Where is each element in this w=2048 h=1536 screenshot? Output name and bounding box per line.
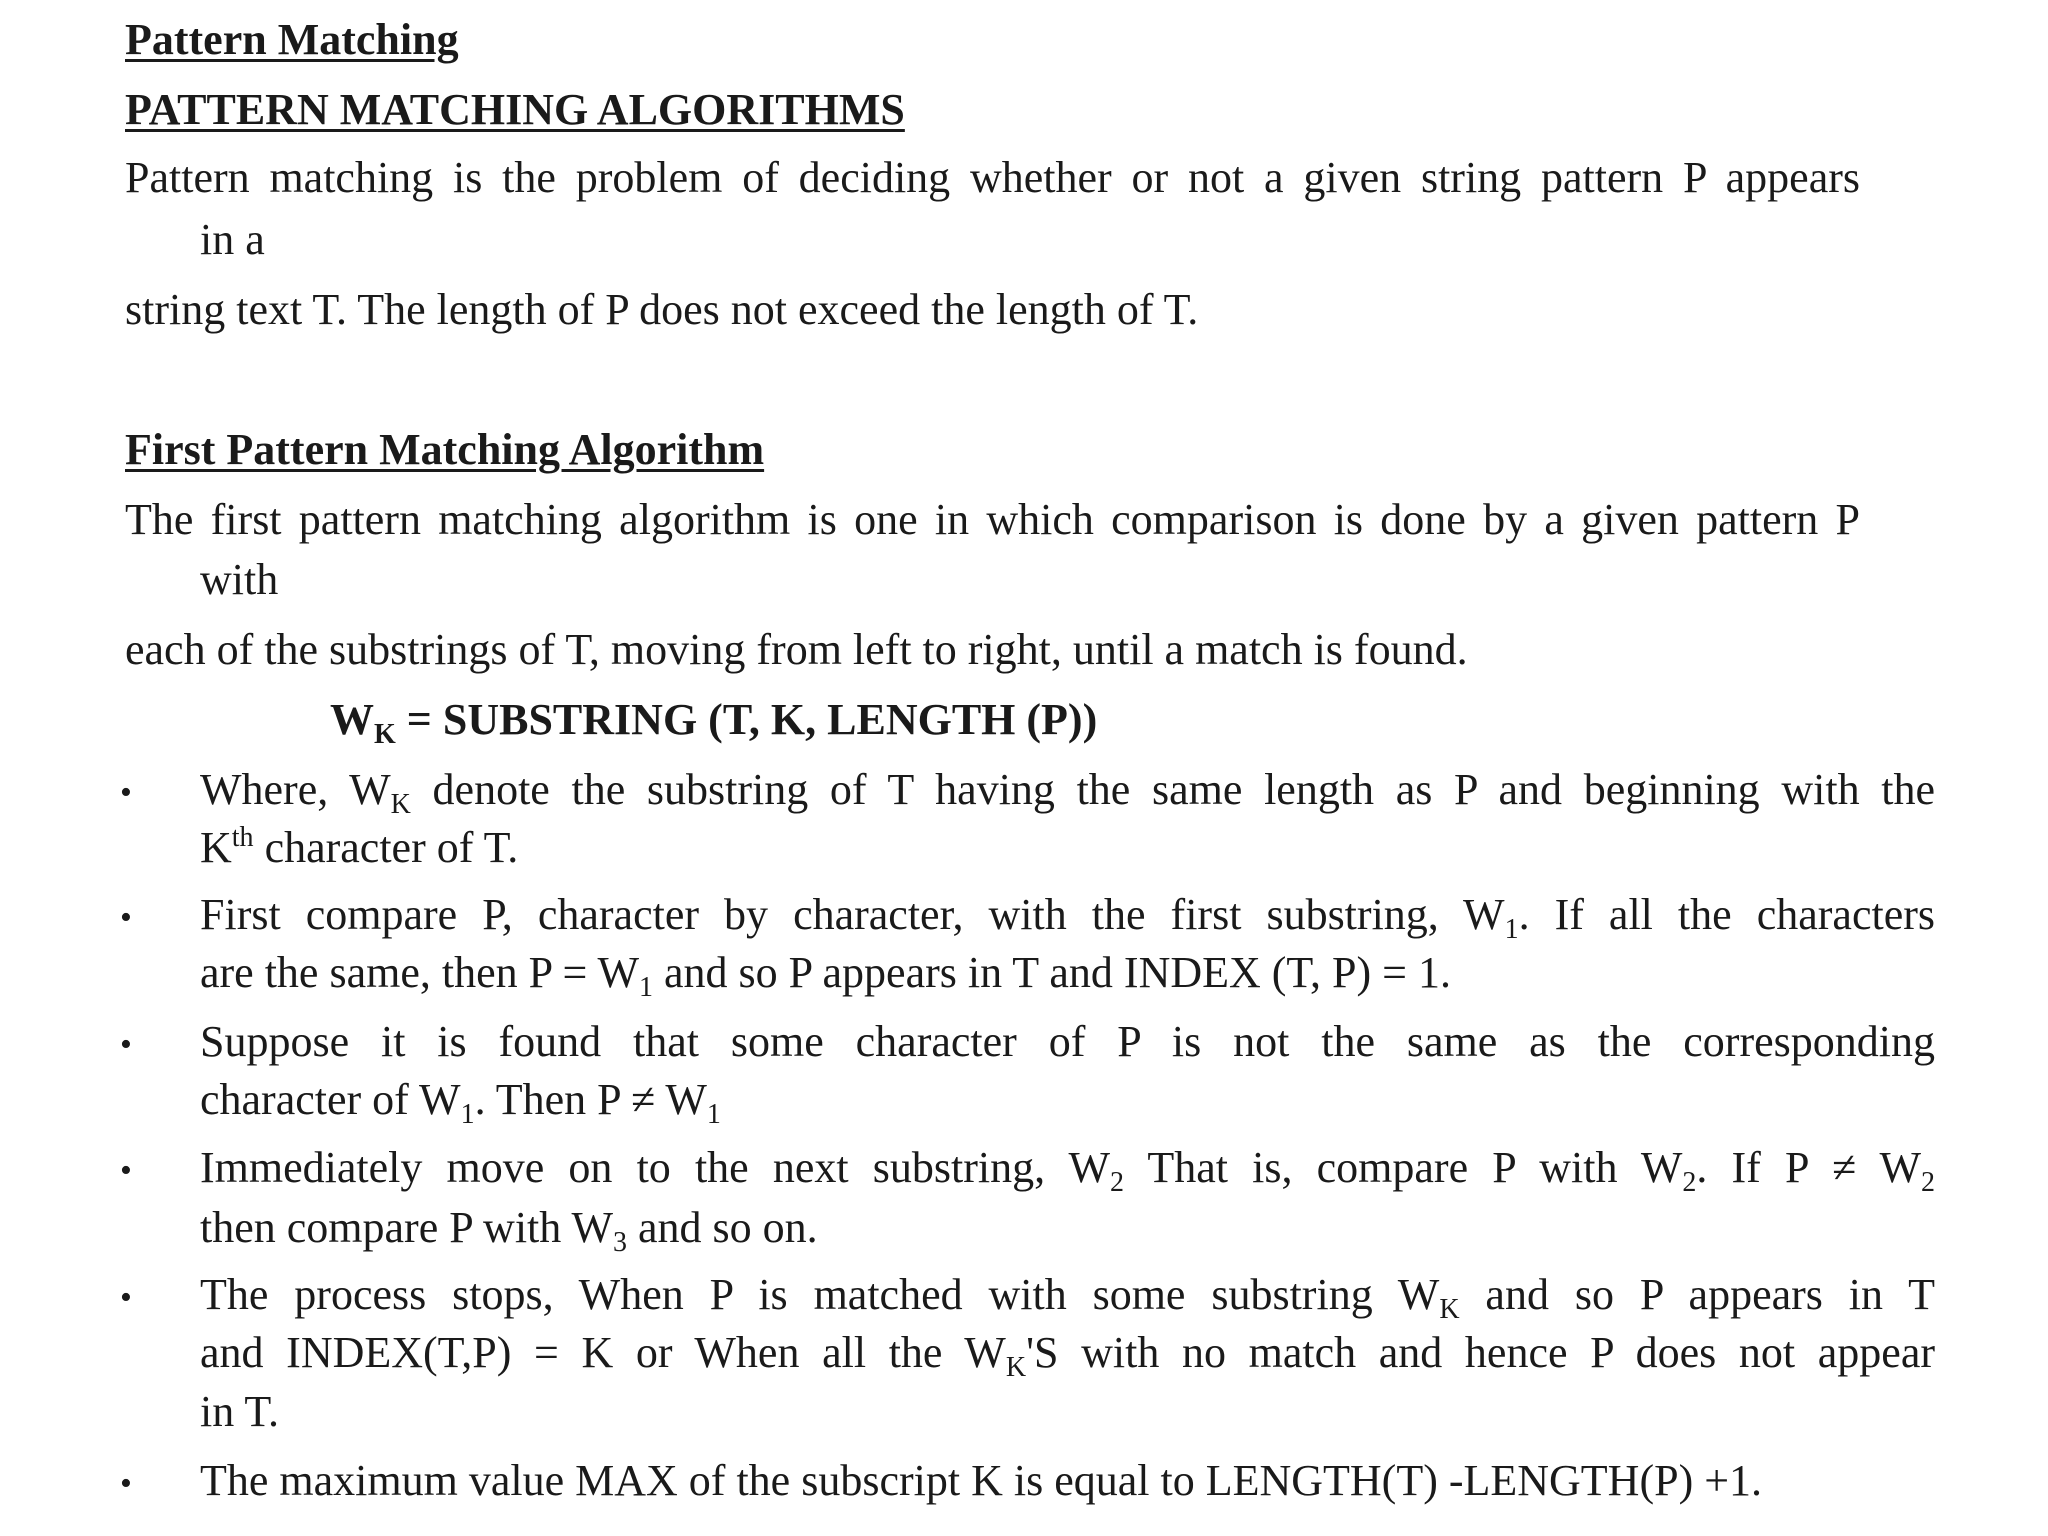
bullet-3-line-2: character of $W_1$. Then $P \ne W_1$	[200, 1075, 721, 1130]
bullet-4-line-1: Immediately move on to the next substring, $W_2$ That is, compare P with $W_2$. If $P \ne W_2$	[200, 1143, 1935, 1198]
substring-formula: $W_K$ = SUBSTRING (T, K, LENGTH (P))	[330, 695, 1098, 750]
intro-line-1: Pattern matching is the problem of deciding whether or not a given string pattern P appears	[125, 153, 1860, 202]
bullet-4-line-2: then compare P with $W_3$ and so on.	[200, 1203, 818, 1258]
bullet-3-line-1: Suppose it is found that some character of P is not the same as the corresponding	[200, 1017, 1935, 1066]
bullet-marker: •	[120, 1465, 132, 1502]
intro-line-2: in a	[200, 215, 265, 264]
bullet-5-line-2: and INDEX(T,P) = K or When all the $W_K'S$ with no match and hence P does not appear	[200, 1328, 1936, 1383]
page-title: Pattern Matching	[125, 15, 459, 64]
section-heading: PATTERN MATCHING ALGORITHMS	[125, 85, 905, 134]
first-algo-line-1: The first pattern matching algorithm is one in which comparison is done by a given pattern P	[125, 495, 1860, 544]
bullet-marker: •	[120, 1026, 132, 1063]
bullet-1-line-2: $K^{th}$ character of T.	[200, 822, 519, 872]
first-algo-line-3: each of the substrings of T, moving from left to right, until a match is found.	[125, 625, 1468, 674]
bullet-6-line-1: The maximum value MAX of the subscript K is equal to LENGTH(T) -LENGTH(P) +1.	[200, 1456, 1763, 1505]
bullet-2-line-1: First compare P, character by character, with the first substring, $W_1$. If all the characters	[200, 890, 1936, 945]
first-algo-line-2: with	[200, 555, 279, 604]
bullet-2-line-2: are the same, then $P = W_1$ and so P appears in T and INDEX (T, P) = 1.	[200, 948, 1451, 1003]
intro-line-3: string text T. The length of P does not exceed the length of T.	[125, 285, 1199, 334]
bullet-5-line-1: The process stops, When P is matched with some substring $W_K$ and so P appears in T	[200, 1270, 1935, 1325]
bullet-marker: •	[120, 774, 132, 811]
bullet-5-line-3: in T.	[200, 1387, 280, 1436]
bullet-marker: •	[120, 1279, 132, 1316]
first-algorithm-heading: First Pattern Matching Algorithm	[125, 425, 765, 474]
bullet-marker: •	[120, 1152, 132, 1189]
bullet-marker: •	[120, 899, 132, 936]
bullet-1-line-1: Where, $W_K$ denote the substring of T having the same length as P and beginning with the	[200, 765, 1935, 820]
